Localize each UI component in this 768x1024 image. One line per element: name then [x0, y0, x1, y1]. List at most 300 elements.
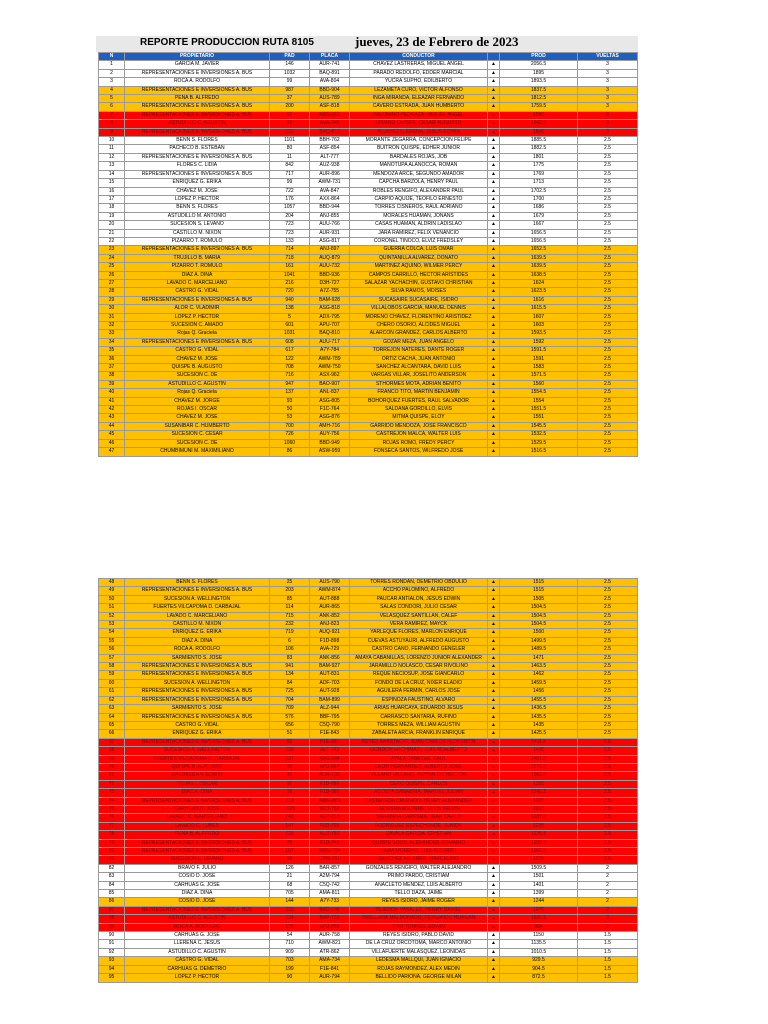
- trend-arrow-icon: ▲: [488, 212, 500, 220]
- pad-cell: 576: [270, 713, 310, 721]
- prod-cell: 1603: [500, 322, 578, 330]
- pad-cell: 15: [270, 120, 310, 128]
- row-number: 61: [99, 688, 125, 696]
- pad-cell: 6: [270, 637, 310, 645]
- row-number: 92: [99, 948, 125, 956]
- owner-cell: SUCESION A. WELLINGTON: [125, 747, 270, 755]
- trend-arrow-icon: ▲: [488, 338, 500, 346]
- row-number: 10: [99, 137, 125, 145]
- driver-cell: SILVA RAMOS, MOISES: [350, 288, 488, 296]
- trips-cell: 2.5: [578, 406, 638, 414]
- owner-cell: ASTUDILLO C. AGUSTIN: [125, 120, 270, 128]
- prod-cell: 1489.5: [500, 646, 578, 654]
- driver-cell: SANCHEZ ALCANTARA, DAVID LUIS: [350, 364, 488, 372]
- prod-cell: 1554: [500, 397, 578, 405]
- trend-arrow-icon: ▲: [488, 621, 500, 629]
- trend-arrow-icon: ▲: [488, 906, 500, 914]
- row-number: 89: [99, 923, 125, 931]
- table-row: [99, 338, 638, 346]
- owner-cell: LOPEZ P. HECTOR: [125, 195, 270, 203]
- table-row: [99, 254, 638, 262]
- plate-cell: ASG-876: [310, 414, 350, 422]
- driver-cell: GONZALES RENGIFO, WALTER ALEJANDRO: [350, 864, 488, 872]
- trend-arrow-icon: ▲: [488, 940, 500, 948]
- pad-cell: 84: [270, 679, 310, 687]
- trips-cell: 2: [578, 873, 638, 881]
- pad-cell: 80: [270, 145, 310, 153]
- table-row: [99, 940, 638, 948]
- pad-cell: 11: [270, 153, 310, 161]
- pad-cell: 204: [270, 212, 310, 220]
- trips-cell: 2.5: [578, 654, 638, 662]
- prod-cell: 994: [500, 923, 578, 931]
- row-number: 41: [99, 397, 125, 405]
- table-row: [99, 805, 638, 813]
- owner-cell: ROCA A. RODOLFO: [125, 923, 270, 931]
- pad-cell: 86: [270, 448, 310, 456]
- owner-cell: DIAZ A. DINA: [125, 789, 270, 797]
- row-number: 93: [99, 957, 125, 965]
- driver-cell: GUERRA COLCA, LUIS OMAR: [350, 246, 488, 254]
- driver-cell: CARRASCO SANTARIA, RUFINO: [350, 713, 488, 721]
- plate-cell: C5Q-742: [310, 881, 350, 889]
- row-number: 24: [99, 254, 125, 262]
- pad-cell: 54: [270, 932, 310, 940]
- prod-cell: 1505: [500, 595, 578, 603]
- row-number: 13: [99, 162, 125, 170]
- owner-cell: QUISPE B. AUGUSTO: [125, 364, 270, 372]
- plate-cell: BBD-944: [310, 204, 350, 212]
- driver-cell: ACCHO PALOMINO, ALFREDO: [350, 587, 488, 595]
- prod-cell: 1639.5: [500, 254, 578, 262]
- trend-arrow-icon: ▲: [488, 831, 500, 839]
- plate-cell: AVA-847: [310, 187, 350, 195]
- table-row: [99, 153, 638, 161]
- plate-cell: D3H-727: [310, 279, 350, 287]
- trend-arrow-icon: ▲: [488, 187, 500, 195]
- driver-cell: ALVAREZ LLERENA, JESUS EDWIN: [350, 128, 488, 136]
- table-row: [99, 237, 638, 245]
- trend-arrow-icon: ▲: [488, 355, 500, 363]
- table-row: [99, 721, 638, 729]
- row-number: 54: [99, 629, 125, 637]
- trips-cell: 2.5: [578, 431, 638, 439]
- owner-cell: PIZARRO T. ROMULO: [125, 263, 270, 271]
- row-number: 65: [99, 721, 125, 729]
- table-row: [99, 296, 638, 304]
- driver-cell: JARA RAMIREZ, FELIX VENANCIO: [350, 229, 488, 237]
- plate-cell: AWM-754: [310, 848, 350, 856]
- plate-cell: F1D-865: [310, 789, 350, 797]
- driver-cell: ESPINOZA FAUSTINO, ALVARO: [350, 696, 488, 704]
- prod-cell: 1656.5: [500, 229, 578, 237]
- trips-cell: 2.5: [578, 587, 638, 595]
- plate-cell: ANJ-858: [310, 923, 350, 931]
- trips-cell: 2.5: [578, 448, 638, 456]
- trend-arrow-icon: ▲: [488, 263, 500, 271]
- trips-cell: 3: [578, 61, 638, 69]
- row-number: 12: [99, 153, 125, 161]
- plate-cell: AUT-888: [310, 595, 350, 603]
- trips-cell: 1.5: [578, 948, 638, 956]
- trend-arrow-icon: ▲: [488, 738, 500, 746]
- row-number: 75: [99, 805, 125, 813]
- pad-cell: 97: [270, 780, 310, 788]
- plate-cell: AUT-928: [310, 688, 350, 696]
- row-number: 7: [99, 111, 125, 119]
- trend-arrow-icon: ▲: [488, 422, 500, 430]
- owner-cell: LLERENA C. JESUS: [125, 940, 270, 948]
- pad-cell: 80: [270, 763, 310, 771]
- plate-cell: AWM-821: [310, 940, 350, 948]
- row-number: 30: [99, 305, 125, 313]
- table-row: [99, 587, 638, 595]
- row-number: 95: [99, 974, 125, 982]
- pad-cell: 37: [270, 95, 310, 103]
- prod-cell: 1639.5: [500, 263, 578, 271]
- pad-cell: 232: [270, 621, 310, 629]
- plate-cell: AMA-734: [310, 957, 350, 965]
- table-row: [99, 848, 638, 856]
- col-header-prod: PROD: [500, 53, 578, 61]
- trend-arrow-icon: ▲: [488, 288, 500, 296]
- prod-cell: 1425.5: [500, 730, 578, 738]
- row-number: 52: [99, 612, 125, 620]
- trips-cell: 2.5: [578, 797, 638, 805]
- trips-cell: 2.5: [578, 730, 638, 738]
- driver-cell: TORRES MEZA, WILLIAM AGUSTIN: [350, 721, 488, 729]
- col-header-owner: PROPIETARIO: [125, 53, 270, 61]
- owner-cell: LAVADO C. LUBES: [125, 822, 270, 830]
- row-number: 39: [99, 380, 125, 388]
- pad-cell: 147: [270, 822, 310, 830]
- plate-cell: A2M-794: [310, 873, 350, 881]
- pad-cell: 233: [270, 906, 310, 914]
- owner-cell: SUCESION C. DE: [125, 372, 270, 380]
- trips-cell: 1.5: [578, 974, 638, 982]
- trips-cell: 2.5: [578, 305, 638, 313]
- trend-arrow-icon: ▲: [488, 587, 500, 595]
- pad-cell: 718: [270, 254, 310, 262]
- driver-cell: TITO TORRES, EDWIN: [350, 923, 488, 931]
- driver-cell: CORONEL TINOCO, ELVIZ FREDSLEY: [350, 237, 488, 245]
- row-number: 78: [99, 831, 125, 839]
- plate-cell: BAO-907: [310, 380, 350, 388]
- trend-arrow-icon: ▲: [488, 330, 500, 338]
- row-number: 47: [99, 448, 125, 456]
- trend-arrow-icon: ▲: [488, 873, 500, 881]
- driver-cell: LEDESMA MALLQUI, JUAN IGNACIO: [350, 957, 488, 965]
- row-number: 32: [99, 322, 125, 330]
- row-number: 69: [99, 755, 125, 763]
- row-number: 53: [99, 621, 125, 629]
- driver-cell: AYALA CABEZAS, SAUL: [350, 755, 488, 763]
- table-row: [99, 646, 638, 654]
- prod-cell: 1624: [500, 279, 578, 287]
- row-number: 79: [99, 839, 125, 847]
- trend-arrow-icon: ▲: [488, 814, 500, 822]
- row-number: 46: [99, 439, 125, 447]
- row-number: 88: [99, 915, 125, 923]
- owner-cell: SUSANIBAR C. HUMBERTO: [125, 422, 270, 430]
- prod-cell: 1235: [500, 822, 578, 830]
- table-row: [99, 579, 638, 587]
- trips-cell: 3: [578, 128, 638, 136]
- table-row: [99, 637, 638, 645]
- row-number: 2: [99, 69, 125, 77]
- pad-cell: 137: [270, 389, 310, 397]
- trips-cell: 2.5: [578, 621, 638, 629]
- owner-cell: FLORES C. LIDIA: [125, 162, 270, 170]
- driver-cell: PAUCAR ANTIALON, JESUS EDWIN: [350, 595, 488, 603]
- trend-arrow-icon: ▲: [488, 923, 500, 931]
- owner-cell: CHAVEZ M. JOSE: [125, 414, 270, 422]
- owner-cell: REPRESENTACIONES E INVERSIONES A. BUS: [125, 663, 270, 671]
- driver-cell: TORRES CISNEROS, RAUL ADRIANO: [350, 204, 488, 212]
- table-row: [99, 128, 638, 136]
- table-row: [99, 69, 638, 77]
- table-row: [99, 595, 638, 603]
- prod-cell: 1135.5: [500, 940, 578, 948]
- pad-cell: 722: [270, 187, 310, 195]
- trips-cell: 2.5: [578, 595, 638, 603]
- table-row: [99, 103, 638, 111]
- prod-cell: 1837.5: [500, 86, 578, 94]
- owner-cell: CHUMBIMUNI M. MAXIMILIANO: [125, 448, 270, 456]
- col-header-plate: PLACA: [310, 53, 350, 61]
- table-row: [99, 797, 638, 805]
- trend-arrow-icon: ▲: [488, 69, 500, 77]
- trips-cell: 3: [578, 120, 638, 128]
- owner-cell: FUERTES VILCAPOMA D. CARBAJAL: [125, 604, 270, 612]
- trips-cell: 2.5: [578, 646, 638, 654]
- owner-cell: REPRESENTACIONES E INVERSIONES A. BUS: [125, 338, 270, 346]
- plate-cell: AWM-750: [310, 364, 350, 372]
- trend-arrow-icon: ▲: [488, 747, 500, 755]
- prod-cell: 1769: [500, 170, 578, 178]
- pad-cell: 725: [270, 688, 310, 696]
- pad-cell: 82: [270, 738, 310, 746]
- prod-cell: 1455.5: [500, 696, 578, 704]
- prod-cell: 1501: [500, 873, 578, 881]
- trips-cell: 2.5: [578, 822, 638, 830]
- row-number: 27: [99, 279, 125, 287]
- pad-cell: 93: [270, 397, 310, 405]
- plate-cell: AVA-749: [310, 120, 350, 128]
- driver-cell: BARDALES ROJAS, JOB: [350, 153, 488, 161]
- trips-cell: 2.5: [578, 738, 638, 746]
- trips-cell: 2.5: [578, 137, 638, 145]
- prod-cell: 1411.5: [500, 738, 578, 746]
- prod-cell: 1882.5: [500, 145, 578, 153]
- trips-cell: 2.5: [578, 839, 638, 847]
- trips-cell: 2.5: [578, 713, 638, 721]
- prod-cell: 1225.5: [500, 831, 578, 839]
- trend-arrow-icon: ▲: [488, 721, 500, 729]
- prod-cell: 1456: [500, 688, 578, 696]
- owner-cell: DIAZ A. DINA: [125, 637, 270, 645]
- table-row: [99, 839, 638, 847]
- driver-cell: SANABRIA CARRERA, JEAN CARLO: [350, 814, 488, 822]
- trips-cell: 1.5: [578, 932, 638, 940]
- pad-cell: 99: [270, 179, 310, 187]
- owner-cell: ROJAS I. OSCAR: [125, 406, 270, 414]
- trend-arrow-icon: ▲: [488, 364, 500, 372]
- table-row: [99, 831, 638, 839]
- table-row: [99, 372, 638, 380]
- plate-cell: ADF-703: [310, 679, 350, 687]
- row-number: 71: [99, 772, 125, 780]
- table-row: [99, 612, 638, 620]
- pad-cell: 126: [270, 923, 310, 931]
- pad-cell: 5: [270, 313, 310, 321]
- plate-cell: BAR-857: [310, 864, 350, 872]
- plate-cell: AUR-865: [310, 604, 350, 612]
- driver-cell: MENDOZA ARCE, SEGUNDO AMADOR: [350, 170, 488, 178]
- prod-cell: 1812.5: [500, 95, 578, 103]
- trend-arrow-icon: ▲: [488, 111, 500, 119]
- plate-cell: AUY-756: [310, 431, 350, 439]
- trend-arrow-icon: ▲: [488, 229, 500, 237]
- pad-cell: 732: [270, 747, 310, 755]
- trips-cell: 2.5: [578, 347, 638, 355]
- trips-cell: 2.5: [578, 663, 638, 671]
- owner-cell: CHAVEZ M. JORGE: [125, 397, 270, 405]
- driver-cell: CAMPOS CARRILLO, HECTOR ARISTIDES: [350, 271, 488, 279]
- row-number: 40: [99, 389, 125, 397]
- owner-cell: REPRESENTACIONES E INVERSIONES A. BUS: [125, 688, 270, 696]
- prod-cell: 1615.5: [500, 305, 578, 313]
- table-row: [99, 414, 638, 422]
- trend-arrow-icon: ▲: [488, 948, 500, 956]
- driver-cell: CASTRO CANO, FERNANDO GENGLER: [350, 646, 488, 654]
- prod-cell: 1320: [500, 797, 578, 805]
- pad-cell: 723: [270, 221, 310, 229]
- plate-cell: F1D-860: [310, 780, 350, 788]
- owner-cell: CARHUAS G. JOSE: [125, 881, 270, 889]
- owner-cell: CASTILLO M. NIXON: [125, 621, 270, 629]
- pad-cell: 601: [270, 322, 310, 330]
- plate-cell: ASG-805: [310, 397, 350, 405]
- plate-cell: BBF-795: [310, 713, 350, 721]
- row-number: 77: [99, 822, 125, 830]
- row-number: 91: [99, 940, 125, 948]
- trips-cell: 2.5: [578, 579, 638, 587]
- row-number: 29: [99, 296, 125, 304]
- plate-cell: AUR-739: [310, 772, 350, 780]
- prod-cell: 1379.5: [500, 763, 578, 771]
- trips-cell: 2.5: [578, 780, 638, 788]
- pad-cell: 714: [270, 246, 310, 254]
- trend-arrow-icon: ▲: [488, 612, 500, 620]
- table-row: [99, 688, 638, 696]
- trend-arrow-icon: ▲: [488, 246, 500, 254]
- pad-cell: 66: [270, 856, 310, 864]
- owner-cell: ARCINIEGA V. EDWIN: [125, 772, 270, 780]
- plate-cell: AVT-743: [310, 747, 350, 755]
- prod-cell: 1162.5: [500, 848, 578, 856]
- driver-cell: REYES ISIDRO, JAIME ROGER: [350, 898, 488, 906]
- trend-arrow-icon: ▲: [488, 974, 500, 982]
- prod-cell: 1667: [500, 221, 578, 229]
- pad-cell: 138: [270, 305, 310, 313]
- col-header-trips: VUELTAS: [578, 53, 638, 61]
- pad-cell: 704: [270, 696, 310, 704]
- driver-cell: REYES ISIDRO, PABLO DAVID: [350, 932, 488, 940]
- prod-cell: 1516.5: [500, 448, 578, 456]
- trips-cell: 2.5: [578, 263, 638, 271]
- prod-cell: 1399: [500, 890, 578, 898]
- driver-cell: ROBLES RENGIFO, ALEXANDER PAUL: [350, 187, 488, 195]
- prod-cell: 1463.5: [500, 663, 578, 671]
- trips-cell: 2.5: [578, 604, 638, 612]
- trend-arrow-icon: ▲: [488, 696, 500, 704]
- driver-cell: ROJAS ROMO, FREDY PERCY: [350, 439, 488, 447]
- table-row: [99, 730, 638, 738]
- trend-arrow-icon: ▲: [488, 137, 500, 145]
- pad-cell: 734: [270, 915, 310, 923]
- prod-cell: 1583: [500, 364, 578, 372]
- row-number: 44: [99, 422, 125, 430]
- table-row: [99, 671, 638, 679]
- trend-arrow-icon: ▲: [488, 237, 500, 245]
- table-row: [99, 448, 638, 456]
- trips-cell: 2.5: [578, 763, 638, 771]
- plate-cell: ALT-777: [310, 153, 350, 161]
- pad-cell: 608: [270, 338, 310, 346]
- row-number: 28: [99, 288, 125, 296]
- driver-cell: CAVERO ESTRADA, JUAN HUMBERTO: [350, 103, 488, 111]
- table-row: [99, 780, 638, 788]
- pad-cell: 83: [270, 654, 310, 662]
- row-number: 81: [99, 856, 125, 864]
- plate-cell: AUU-717: [310, 338, 350, 346]
- plate-cell: ASG-818: [310, 305, 350, 313]
- trend-arrow-icon: ▲: [488, 221, 500, 229]
- trend-arrow-icon: ▲: [488, 898, 500, 906]
- plate-cell: BBD-936: [310, 271, 350, 279]
- row-number: 51: [99, 604, 125, 612]
- driver-cell: YUCRA SUPHO, EDILBERTO: [350, 78, 488, 86]
- trips-cell: 3: [578, 78, 638, 86]
- plate-cell: ANK-856: [310, 654, 350, 662]
- trend-arrow-icon: ▲: [488, 128, 500, 136]
- table-row: [99, 221, 638, 229]
- pad-cell: 742: [270, 814, 310, 822]
- table-row: [99, 246, 638, 254]
- row-number: 21: [99, 229, 125, 237]
- table-row: [99, 948, 638, 956]
- trend-arrow-icon: ▲: [488, 789, 500, 797]
- trips-cell: 2.5: [578, 671, 638, 679]
- prod-cell: 1342.5: [500, 789, 578, 797]
- trips-cell: 2.5: [578, 322, 638, 330]
- owner-cell: CASTRO G. VIDAL: [125, 957, 270, 965]
- trend-arrow-icon: ▲: [488, 145, 500, 153]
- plate-cell: ANK-852: [310, 612, 350, 620]
- prod-cell: 1244: [500, 898, 578, 906]
- pad-cell: 57: [270, 111, 310, 119]
- table-row: [99, 204, 638, 212]
- trend-arrow-icon: ▲: [488, 380, 500, 388]
- prod-cell: 1020.5: [500, 915, 578, 923]
- table-row: [99, 271, 638, 279]
- prod-cell: 1895: [500, 69, 578, 77]
- plate-cell: BAQ-810: [310, 330, 350, 338]
- trips-cell: 2.5: [578, 372, 638, 380]
- driver-cell: ORTIZ CACHA, JUAN ANTONIO: [350, 355, 488, 363]
- row-number: 31: [99, 313, 125, 321]
